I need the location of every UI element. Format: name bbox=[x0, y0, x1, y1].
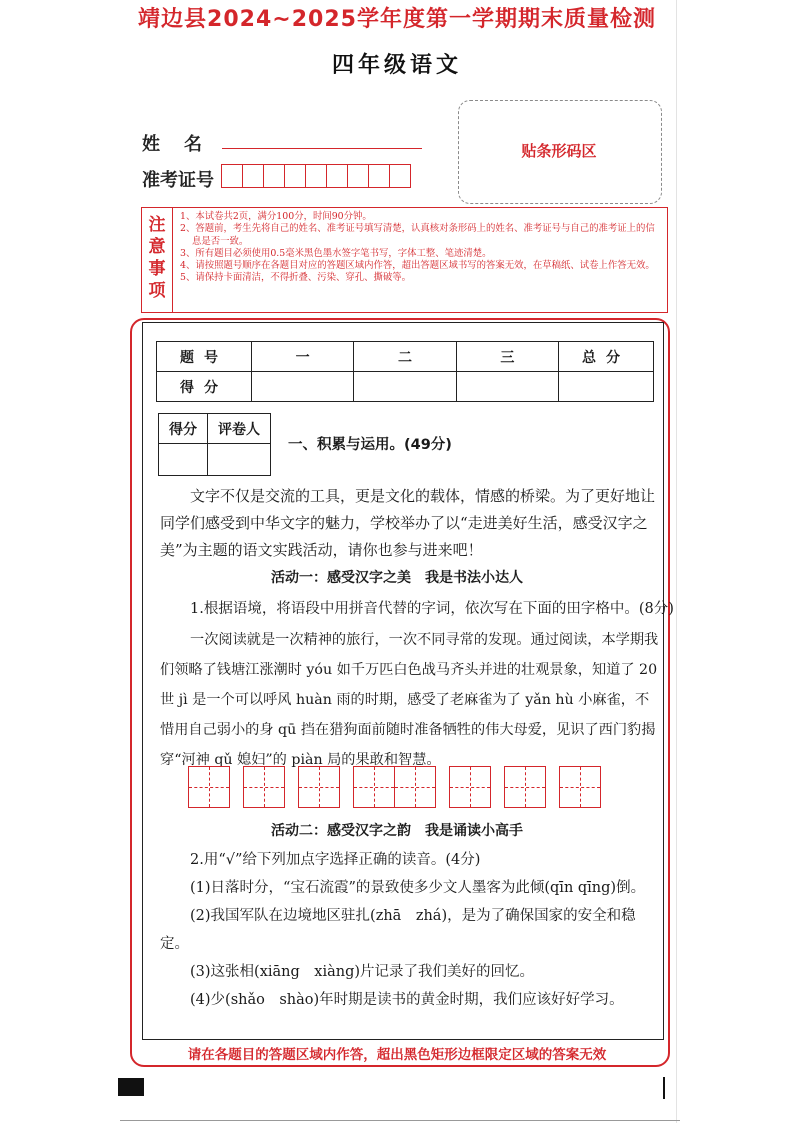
exam-id-digit-box[interactable] bbox=[263, 164, 286, 188]
exam-id-label: 准考证号 bbox=[142, 170, 214, 191]
score-table-row bbox=[157, 372, 654, 402]
score-header-cell: 一 bbox=[252, 342, 354, 372]
barcode-label: 贴条形码区 bbox=[521, 142, 597, 160]
exam-id-digit-box[interactable] bbox=[347, 164, 370, 188]
grader-score-cell[interactable] bbox=[159, 444, 208, 476]
exam-id-digit-box[interactable] bbox=[242, 164, 265, 188]
reading-passage: 一次阅读就是一次精神的旅行，一次不同寻常的发现。通过阅读，本学期我们领略了钱塘江涨潮时 yóu 如千万匹白色战马齐头并进的壮观景象，知道了 20 世 jì 是一个可以呼风 huàn 雨的时期，感受了老麻雀为了 yǎn hù 小麻雀，不惜用自己弱小的身 qū 挡在猎狗面前随时准备牺牲的伟大母爱，见识了西门豹揭穿“河神 qǔ 媳妇”的 piàn 局的果敢和智慧。 bbox=[160, 632, 659, 768]
alignment-mark bbox=[118, 1078, 144, 1096]
tian-zi-ge-cell[interactable] bbox=[243, 766, 285, 808]
score-cell[interactable] bbox=[354, 372, 456, 402]
score-cell[interactable] bbox=[252, 372, 354, 402]
tian-zi-ge-cell[interactable] bbox=[353, 766, 395, 808]
exam-id-digit-box[interactable] bbox=[326, 164, 349, 188]
grid-group bbox=[504, 766, 546, 808]
notice-item: 3、所有题目必须使用0.5毫米黑色墨水签字笔书写，字体工整、笔迹清楚。 bbox=[180, 247, 492, 259]
exam-id-digit-box[interactable] bbox=[389, 164, 412, 188]
score-header-cell: 总分 bbox=[559, 342, 654, 372]
score-header-cell: 题号 bbox=[157, 342, 252, 372]
question-2-item: (3)这张相(xiāng xiàng)片记录了我们美好的回忆。 bbox=[190, 964, 535, 980]
footer-warning: 请在各题目的答题区域内作答，超出黑色矩形边框限定区域的答案无效 bbox=[187, 1047, 607, 1063]
score-header-cell: 三 bbox=[456, 342, 558, 372]
tian-zi-ge-cell[interactable] bbox=[504, 766, 546, 808]
score-cell[interactable] bbox=[456, 372, 558, 402]
question-2-item: (2)我国军队在边境地区驻扎(zhā zhá)，是为了确保国家的安全和稳定。 bbox=[160, 908, 636, 952]
tian-zi-ge-cell[interactable] bbox=[298, 766, 340, 808]
score-header-cell: 二 bbox=[354, 342, 456, 372]
question-1: 1.根据语境，将语段中用拼音代替的字词，依次写在下面的田字格中。(8分) bbox=[190, 601, 674, 617]
activity-heading: 活动一：感受汉字之美 我是书法小达人 bbox=[271, 570, 523, 586]
tian-zi-ge-cell[interactable] bbox=[559, 766, 601, 808]
notice-item: 2、答题前，考生先将自己的姓名、准考证号填写清楚，认真核对条形码上的姓名、准考证号与自己的准考证上的信息是否一致。 bbox=[180, 223, 655, 247]
grid-group bbox=[449, 766, 491, 808]
question-2-item: (1)日落时分，“宝石流霞”的景致使多少文人墨客为此倾(qīn qīng)倒。 bbox=[190, 880, 646, 896]
grid-group bbox=[559, 766, 601, 808]
notice-divider bbox=[172, 207, 173, 313]
name-label: 姓名 bbox=[142, 134, 226, 155]
score-table bbox=[156, 341, 654, 402]
page-bottom-line bbox=[120, 1120, 680, 1121]
tian-zi-ge-cell[interactable] bbox=[449, 766, 491, 808]
tian-zi-ge-cell[interactable] bbox=[394, 766, 436, 808]
intro-paragraph: 文字不仅是交流的工具，更是文化的载体，情感的桥梁。为了更好地让同学们感受到中华文字的魅力，学校举办了以“走进美好生活，感受汉字之美”为主题的语文实践活动，请你也参与进来吧！ bbox=[160, 487, 656, 559]
exam-id-digit-box[interactable] bbox=[305, 164, 328, 188]
section-heading: 一、积累与运用。(49分) bbox=[288, 437, 452, 453]
grid-group bbox=[353, 766, 436, 808]
exam-id-boxes[interactable] bbox=[222, 164, 411, 188]
grid-group bbox=[298, 766, 340, 808]
tian-zi-ge-cell[interactable] bbox=[188, 766, 230, 808]
notice-item: 5、请保持卡面清洁，不得折叠、污染、穿孔、撕破等。 bbox=[180, 272, 411, 284]
notice-item: 1、本试卷共2页，满分100分，时间90分钟。 bbox=[180, 211, 372, 222]
activity-heading: 活动二：感受汉字之韵 我是诵读小高手 bbox=[271, 823, 523, 839]
writing-grid bbox=[188, 766, 601, 808]
name-input-line[interactable] bbox=[222, 148, 422, 149]
notice-list bbox=[180, 211, 664, 285]
alignment-mark bbox=[663, 1077, 665, 1099]
score-cell[interactable] bbox=[559, 372, 654, 402]
score-table-row bbox=[157, 342, 654, 372]
notice-item: 4、请按照题号顺序在各题目对应的答题区域内作答，超出答题区域书写的答案无效，在草稿纸、试卷上作答无效。 bbox=[180, 260, 655, 272]
notice-title: 注意事项 bbox=[148, 215, 166, 301]
grid-group bbox=[243, 766, 285, 808]
grader-score-label: 得分 bbox=[159, 414, 208, 444]
exam-id-digit-box[interactable] bbox=[368, 164, 391, 188]
score-row-label: 得分 bbox=[157, 372, 252, 402]
grader-name-cell[interactable] bbox=[208, 444, 271, 476]
subject-title: 四年级语文 bbox=[331, 53, 462, 78]
exam-id-digit-box[interactable] bbox=[284, 164, 307, 188]
grader-table bbox=[158, 413, 271, 476]
question-2-items bbox=[160, 874, 660, 1014]
exam-id-digit-box[interactable] bbox=[221, 164, 244, 188]
exam-title: 靖边县2024~2025学年度第一学期期末质量检测 bbox=[138, 7, 656, 32]
page-edge bbox=[676, 0, 677, 1123]
question-2-item: (4)少(shǎo shào)年时期是读书的黄金时期，我们应该好好学习。 bbox=[190, 992, 624, 1008]
grader-name-label: 评卷人 bbox=[208, 414, 271, 444]
grid-group bbox=[188, 766, 230, 808]
question-2: 2.用“√”给下列加点字选择正确的读音。(4分) bbox=[190, 852, 481, 868]
